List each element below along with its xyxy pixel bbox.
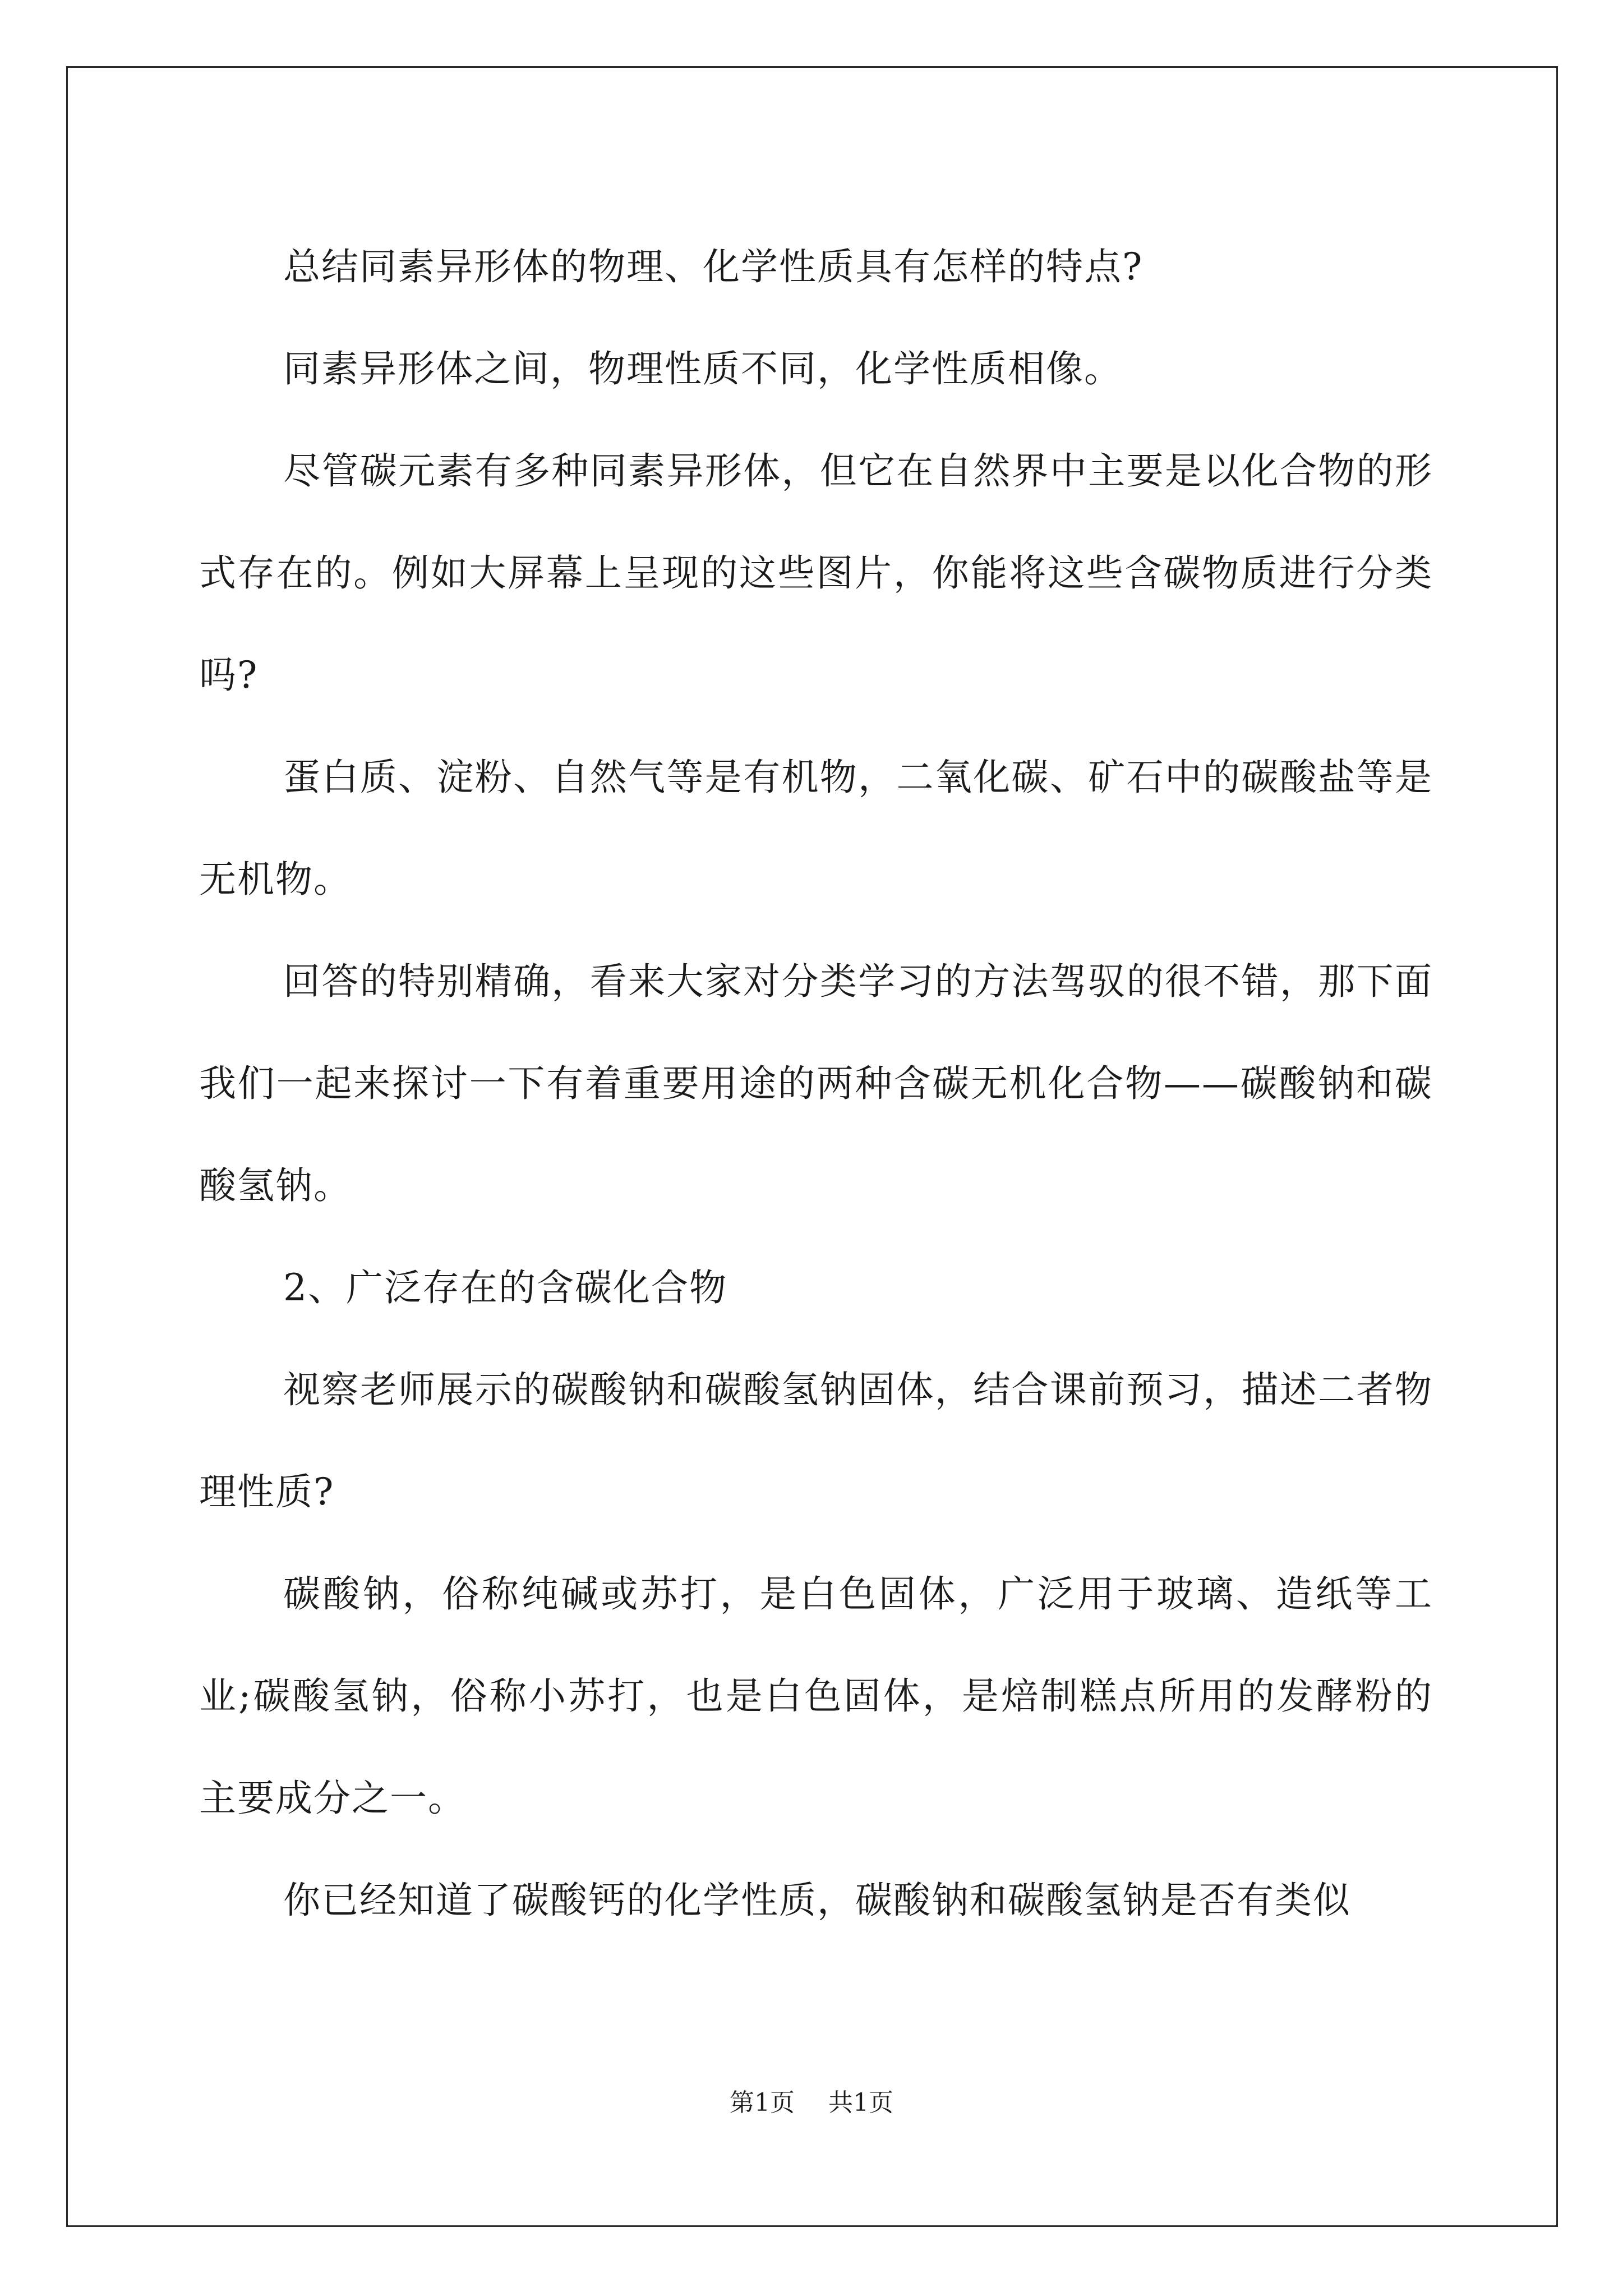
paragraph-sodium-carbonate-description: 碳酸钠，俗称纯碱或苏打，是白色固体，广泛用于玻璃、造纸等工业;碳酸氢钠，俗称小苏打，也是白色固体，是焙制糕点所用的发酵粉的主要成分之一。 (199, 1572, 1433, 1820)
paragraph-observe-solids-question: 视察老师展示的碳酸钠和碳酸氢钠固体，结合课前预习，描述二者物理性质? (199, 1368, 1433, 1513)
paragraph-organic-inorganic-answer: 蛋白质、淀粉、自然气等是有机物，二氧化碳、矿石中的碳酸盐等是无机物。 (199, 756, 1433, 901)
document-body (199, 216, 1433, 1952)
section-heading-carbon-compounds: 2、广泛存在的含碳化合物 (283, 1266, 727, 1309)
page-footer (0, 2082, 1623, 2118)
paragraph-calcium-carbonate-question: 你已经知道了碳酸钙的化学性质，碳酸钠和碳酸氢钠是否有类似 (283, 1879, 1351, 1922)
paragraph-transition-sodium-carbonate: 回答的特别精确，看来大家对分类学习的方法驾驭的很不错，那下面我们一起来探讨一下有着重要用途的两种含碳无机化合物——碳酸钠和碳酸氢钠。 (199, 960, 1433, 1207)
page-total: 共1页 (828, 2088, 893, 2117)
paragraph-carbon-compounds-question: 尽管碳元素有多种同素异形体，但它在自然界中主要是以化合物的形式存在的。例如大屏幕上呈现的这些图片，你能将这些含碳物质进行分类吗? (199, 449, 1433, 697)
paragraph-answer-allotrope-properties: 同素异形体之间，物理性质不同，化学性质相像。 (283, 347, 1122, 390)
paragraph-question-allotrope-properties: 总结同素异形体的物理、化学性质具有怎样的特点? (283, 245, 1144, 288)
page-number: 第1页 (730, 2088, 795, 2117)
